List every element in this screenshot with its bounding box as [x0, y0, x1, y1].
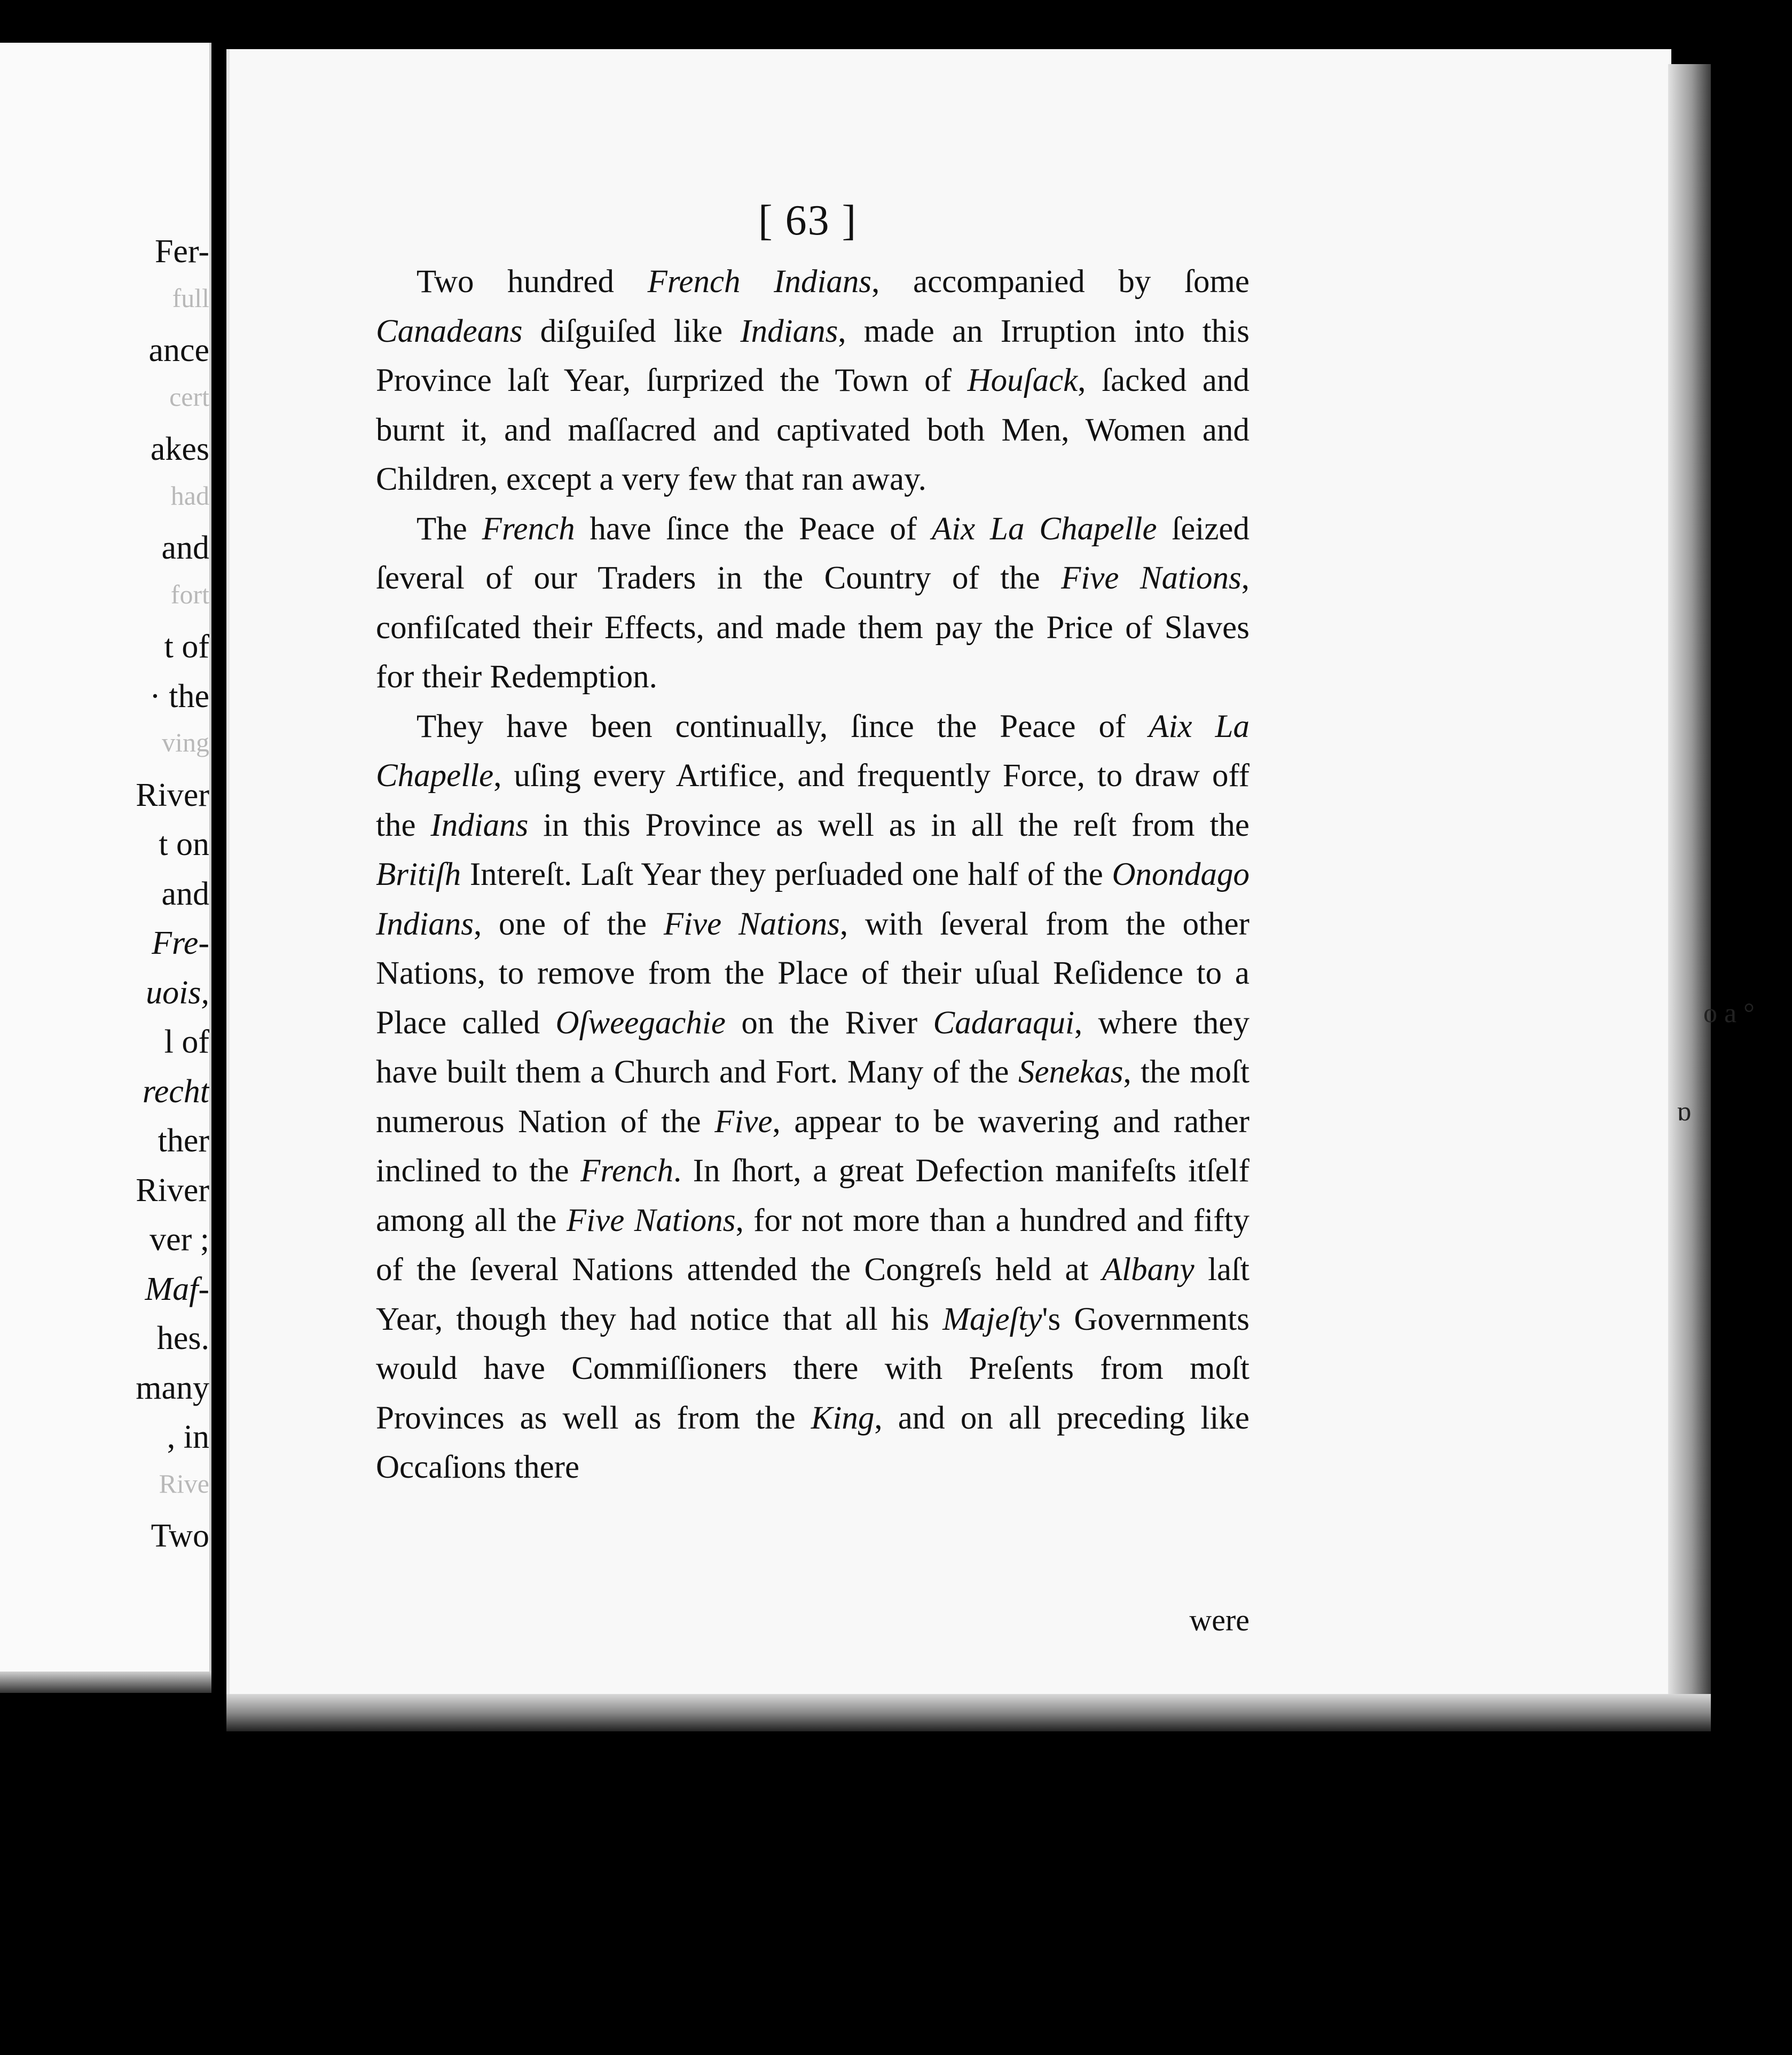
- left-page-line-fragment: had: [170, 480, 209, 511]
- text-run: ſeized ſeveral of our Traders in the Country of the: [376, 511, 1249, 596]
- left-page-line-fragment: many: [136, 1369, 209, 1406]
- italic-run: Majeſty: [942, 1301, 1042, 1337]
- italic-run: Britiſh: [376, 857, 461, 892]
- italic-run: Senekas: [1018, 1054, 1123, 1090]
- body-text: [376, 257, 1249, 1493]
- text-run: , one of the: [474, 906, 664, 942]
- italic-run: French: [580, 1153, 673, 1189]
- italic-run: Cadaraqui: [933, 1005, 1074, 1041]
- text-run: , accompanied by ſome: [871, 264, 1249, 300]
- text-run: , the moſt numerous Nation of the: [376, 1054, 1249, 1140]
- italic-run: Five Nations: [1061, 560, 1241, 596]
- text-run: The: [416, 511, 482, 547]
- text-run: , where they have built them a Church and Fort. Many of the: [376, 1005, 1249, 1090]
- left-page-line-fragment: , in: [167, 1419, 209, 1455]
- left-page-line-fragment: hes.: [156, 1320, 209, 1356]
- italic-run: Five: [714, 1103, 773, 1140]
- margin-mark: o a °: [1703, 998, 1755, 1029]
- text-run: They have been continually, ſince the Peace of: [416, 708, 1149, 744]
- text-run: Intereſt. Laſt Year they perſuaded one half of the: [461, 857, 1112, 892]
- text-run: 's Governments would have Commiſſioners there with Preſents from moſt Provinces as well as from the: [376, 1301, 1249, 1436]
- left-page-line-fragment: · the: [150, 678, 209, 715]
- text-run: , for not more than a hundred and fifty of the ſeveral Nations attended the Congreſs held at: [376, 1202, 1250, 1288]
- left-page-bottom-edge: [0, 1672, 211, 1693]
- left-page-line-fragment: full: [172, 283, 209, 313]
- left-page-line-fragment: fort: [170, 579, 209, 609]
- text-run: . In ſhort, a great Defection manifeſts itſelf among all the: [376, 1153, 1249, 1238]
- left-page-line-fragment: t of: [164, 629, 209, 665]
- left-page-line-fragment: cert: [169, 381, 209, 412]
- paragraph-2: [376, 505, 1249, 702]
- text-run: have ſince the Peace of: [575, 511, 932, 547]
- left-page-line-fragment: Rive: [159, 1468, 209, 1499]
- left-page-line-fragment: ance: [148, 332, 209, 368]
- text-run: , made an Irruption into this Province laſt Year, ſurprized the Town of: [376, 313, 1249, 398]
- text-run: , confiſcated their Effects, and made them pay the Price of Slaves for their Redemption.: [376, 560, 1249, 695]
- left-page-line-fragment: akes: [150, 431, 209, 467]
- text-run: Two hundred: [416, 264, 648, 300]
- left-page-line-fragment: Two: [151, 1518, 209, 1554]
- italic-run: Onondago Indians: [376, 857, 1249, 942]
- italic-run: Aix La Chapelle: [931, 511, 1157, 547]
- paragraph-1: [376, 257, 1249, 505]
- left-page-line-fragment: ther: [158, 1123, 209, 1159]
- paragraph-3: [376, 702, 1249, 1493]
- page-number: [ 63 ]: [758, 197, 858, 244]
- italic-run: Indians: [740, 313, 838, 349]
- text-run: , uſing every Artifice, and frequently Force, to draw off the: [376, 758, 1249, 843]
- page-fore-edge: [1668, 64, 1711, 1698]
- italic-run: Aix La Chapelle: [376, 708, 1250, 794]
- left-page-line-fragment: ver ;: [150, 1221, 209, 1258]
- left-page-line-fragment: River: [136, 1172, 209, 1209]
- text-run: in this Province as well as in all the reſt from the: [528, 807, 1249, 843]
- italic-run: Five Nations: [663, 906, 840, 942]
- text-run: on the River: [725, 1005, 933, 1041]
- left-page-line-fragment: River: [136, 776, 209, 813]
- text-run: , and on all preceding like Occaſions there: [376, 1400, 1249, 1485]
- italic-run: Five Nations: [566, 1202, 736, 1238]
- left-page-line-fragment: t on: [159, 826, 209, 862]
- text-run: , ſacked and burnt it, and maſſacred and captivated both Men, Women and Children, except a very few that ran away.: [376, 363, 1250, 497]
- left-page-line-fragment: Fre-: [152, 925, 209, 961]
- italic-run: French Indians: [647, 264, 872, 300]
- italic-run: King: [811, 1400, 875, 1436]
- left-page-line-fragment: uois,: [146, 974, 209, 1011]
- italic-run: Canadeans: [376, 313, 523, 349]
- italic-run: Indians: [430, 807, 529, 843]
- text-run: diſguiſed like: [522, 313, 741, 349]
- left-page-line-fragment: Maf-: [145, 1270, 209, 1307]
- left-facing-page: [0, 43, 211, 1672]
- italic-run: Albany: [1102, 1252, 1194, 1288]
- text-run: , appear to be wavering and rather inclined to the: [376, 1103, 1249, 1189]
- left-page-line-fragment: and: [161, 530, 209, 566]
- italic-run: Oſweegachie: [555, 1005, 726, 1041]
- left-page-line-fragment: ving: [162, 727, 209, 757]
- left-page-line-fragment: and: [161, 875, 209, 912]
- left-page-line-fragment: Fer-: [154, 233, 209, 270]
- text-run: , with ſeveral from the other Nations, to remove from the Place of their uſual Reſidence to a Place called: [376, 906, 1249, 1041]
- margin-mark: ɒ: [1677, 1096, 1692, 1127]
- catchword: were: [1189, 1603, 1249, 1637]
- page-bottom-edge: [226, 1694, 1711, 1731]
- left-page-line-fragment: l of: [164, 1024, 209, 1060]
- italic-run: Houſack: [967, 363, 1078, 398]
- italic-run: French: [482, 511, 575, 547]
- left-page-line-fragment: recht: [142, 1073, 209, 1110]
- text-run: laſt Year, though they had notice that all his: [376, 1252, 1250, 1337]
